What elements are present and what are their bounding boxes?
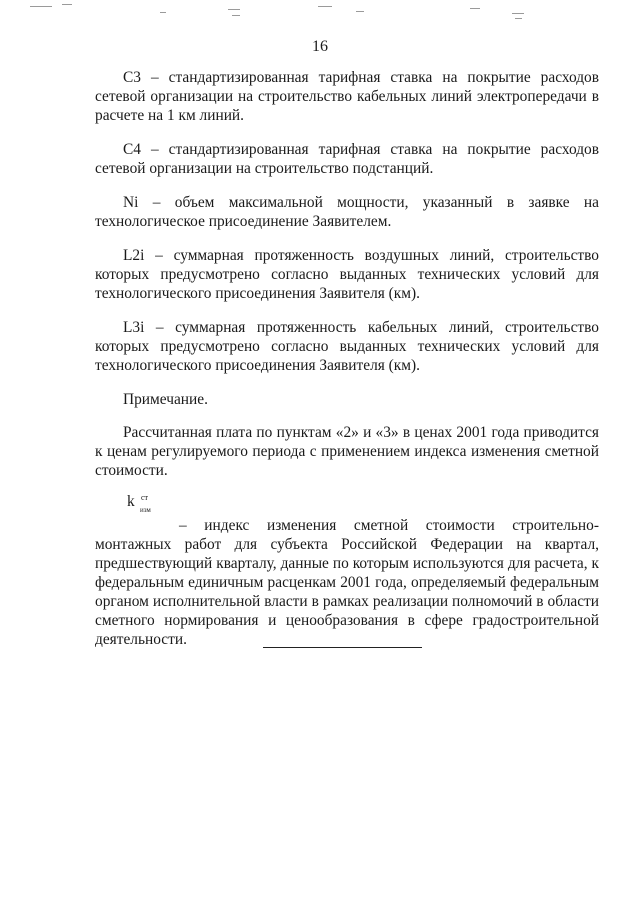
index-symbol [127, 492, 599, 516]
document-body [95, 68, 599, 649]
index-description: – индекс изменения сметной стоимости строительно-монтажных работ для субъекта Российской Федерации на квартал, предшествующий кварталу, данные по которым используются для расчета, к федеральным единичным расценкам 2001 года, определяемый федеральным органом исполнительной власти в рамках реализации полномочий в области сметного нормирования и ценообразования в сфере градостроительной деятельности. [95, 517, 599, 648]
scan-noise [0, 0, 640, 22]
definition-c4: C4 – стандартизированная тарифная ставка на покрытие расходов сетевой организации на строительство подстанций. [95, 141, 599, 177]
page-number: 16 [312, 38, 328, 55]
note-heading: Примечание. [123, 391, 208, 408]
definition-l2i: L2i – суммарная протяженность воздушных линий, строительство которых предусмотрено согласно выданных технических условий для технологического присоединения Заявителя (км). [95, 247, 599, 302]
note-paragraph: Рассчитанная плата по пунктам «2» и «3» в ценах 2001 года приводится к ценам регулируемого периода с применением индекса изменения сметной стоимости. [95, 424, 599, 479]
index-superscript: ст [141, 493, 149, 502]
definition-c3: C3 – стандартизированная тарифная ставка на покрытие расходов сетевой организации на строительство кабельных линий электропередачи в расчете на 1 км линий. [95, 69, 599, 124]
definition-ni: Ni – объем максимальной мощности, указанный в заявке на технологическое присоединение Заявителем. [95, 194, 599, 230]
index-subscript: изм [140, 506, 151, 514]
definition-l3i: L3i – суммарная протяженность кабельных линий, строительство которых предусмотрено согласно выданных технических условий для технологического присоединения Заявителя (км). [95, 319, 599, 374]
end-of-document-rule [263, 647, 422, 648]
index-symbol-letter: k [127, 493, 135, 510]
